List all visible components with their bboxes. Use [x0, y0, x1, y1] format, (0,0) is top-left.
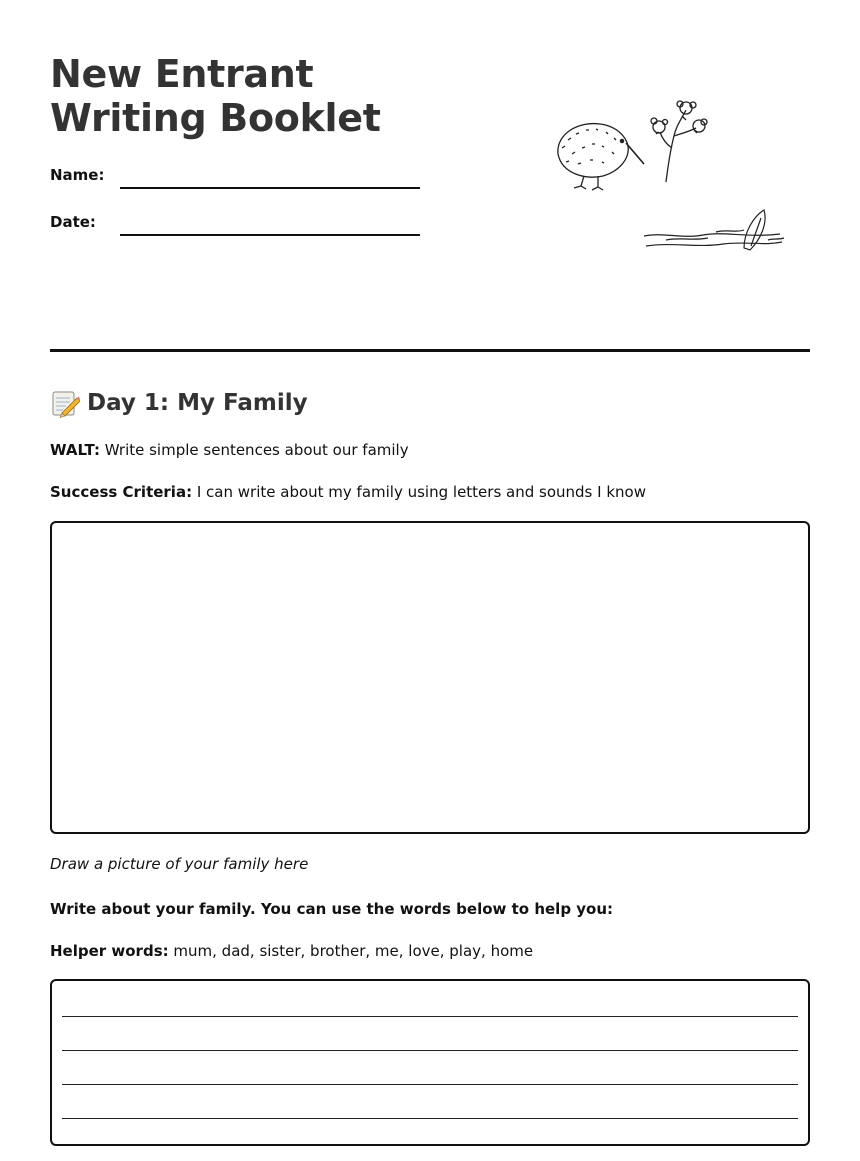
success-criteria-line [50, 483, 646, 501]
pohutukawa-tree-icon [651, 101, 707, 182]
header-divider [50, 349, 810, 352]
writing-instruction: Write about your family. You can use the words below to help you: [50, 900, 614, 918]
family-drawing-box[interactable] [50, 521, 810, 834]
helper-words-line [50, 942, 533, 960]
helper-words-text: mum, dad, sister, brother, me, love, play, home [173, 942, 534, 960]
day1-heading [50, 388, 308, 418]
memo-pencil-icon [50, 388, 80, 418]
writing-line[interactable] [62, 1084, 798, 1085]
walt-label: WALT: [50, 441, 100, 459]
surfboard-waves-icon [644, 210, 784, 250]
nz-illustration [548, 96, 798, 261]
writing-line[interactable] [62, 1050, 798, 1051]
kiwi-bird-icon [558, 124, 644, 190]
walt-text: Write simple sentences about our family [104, 441, 409, 459]
date-label: Date: [50, 213, 96, 231]
helper-words-label: Helper words: [50, 942, 169, 960]
writing-line[interactable] [62, 1016, 798, 1017]
writing-box[interactable] [50, 979, 810, 1146]
success-criteria-text: I can write about my family using letters and sounds I know [196, 483, 646, 501]
walt-line [50, 441, 409, 459]
success-criteria-label: Success Criteria: [50, 483, 193, 501]
name-label: Name: [50, 166, 105, 184]
day1-heading-text: Day 1: My Family [87, 390, 308, 416]
name-field[interactable] [120, 187, 420, 189]
drawing-caption: Draw a picture of your family here [50, 855, 309, 873]
booklet-title: New Entrant Writing Booklet [50, 52, 381, 140]
date-field[interactable] [120, 234, 420, 236]
writing-line[interactable] [62, 1118, 798, 1119]
